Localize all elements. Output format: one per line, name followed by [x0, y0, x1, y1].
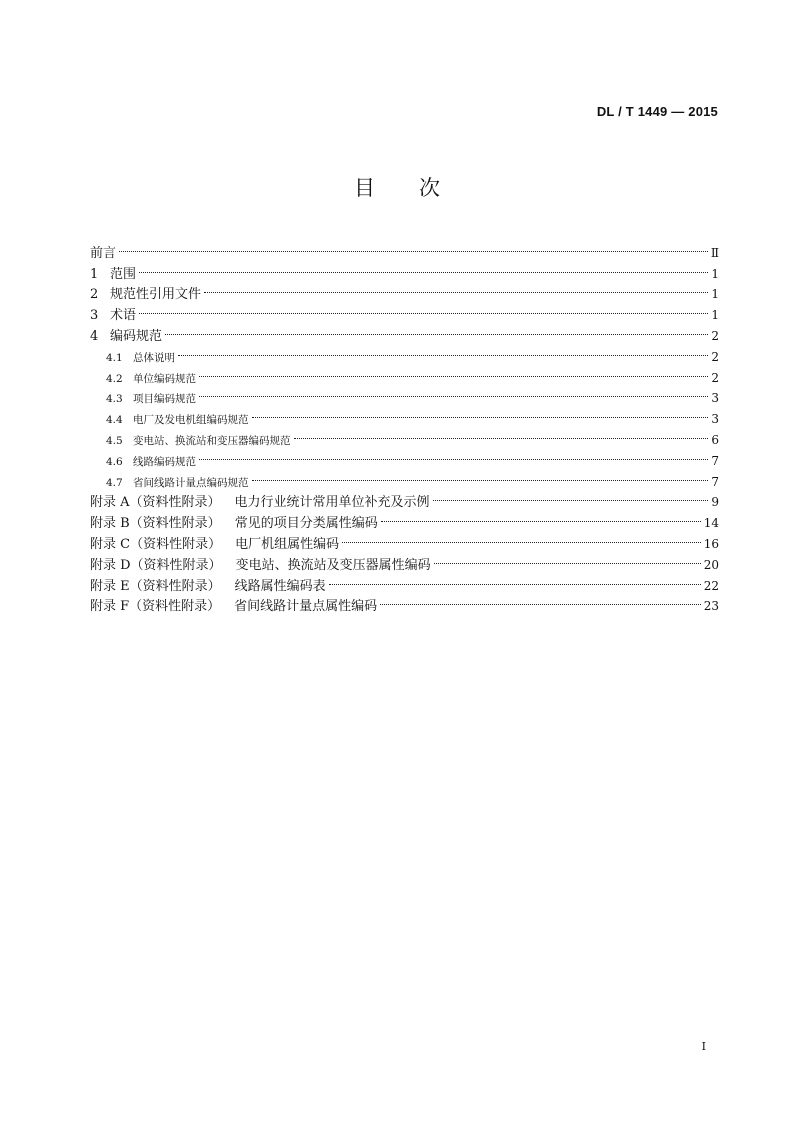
toc-dot-leader: [294, 423, 709, 444]
toc-entry-number: 附录 C（资料性附录）: [90, 536, 222, 552]
toc-entry-page: 1: [711, 287, 719, 302]
toc-entry-page: 2: [711, 328, 719, 343]
table-of-contents: [90, 236, 719, 615]
toc-entry-page: 7: [711, 453, 719, 468]
toc-dot-leader: [434, 548, 701, 569]
toc-entry-label: 总体说明: [133, 351, 175, 364]
toc-dot-leader: [204, 278, 708, 299]
toc-entry-label: 单位编码规范: [133, 372, 196, 385]
toc-dot-leader: [252, 402, 709, 423]
toc-dot-leader: [381, 506, 701, 527]
toc-entry-number: 附录 A（资料性附录）: [90, 495, 221, 511]
toc-entry-page: 6: [711, 432, 719, 447]
toc-dot-leader: [165, 319, 708, 340]
toc-entry-label: 前言: [90, 245, 117, 261]
toc-entry-number: 4.7: [106, 476, 123, 489]
toc-entry[interactable]: [90, 361, 719, 385]
toc-entry-page: 2: [711, 349, 719, 364]
toc-entry-number: 4.6: [106, 455, 123, 468]
toc-entry-page: 20: [703, 557, 719, 572]
toc-entry-number: 4.5: [106, 434, 123, 447]
toc-entry-number: 4.4: [106, 414, 123, 427]
toc-entry-label: 电厂机组属性编码: [235, 536, 340, 552]
toc-entry-page: 14: [703, 516, 719, 531]
toc-entry-page: 3: [711, 391, 719, 406]
toc-entry-label: 变电站、换流站和变压器编码规范: [133, 434, 291, 447]
toc-entry-number: 附录 D（资料性附录）: [90, 557, 222, 573]
toc-dot-leader: [139, 257, 708, 278]
toc-entry-label: 电力行业统计常用单位补充及示例: [234, 495, 430, 511]
toc-dot-leader: [199, 444, 708, 465]
toc-entry-number: 1: [90, 266, 99, 282]
toc-entry-label: 线路属性编码表: [234, 578, 326, 594]
toc-entry-number: 4.1: [106, 351, 123, 364]
toc-entry-label: 线路编码规范: [133, 455, 196, 468]
toc-entry-page: 1: [711, 266, 719, 281]
toc-entry[interactable]: [90, 257, 719, 282]
toc-entry-page: 23: [703, 599, 719, 614]
toc-dot-leader: [252, 465, 709, 486]
toc-entry-number: 3: [90, 308, 99, 324]
toc-entry-number: 附录 F（资料性附录）: [90, 599, 221, 615]
toc-dot-leader: [380, 590, 701, 611]
toc-dot-leader: [178, 340, 708, 361]
toc-dot-leader: [342, 527, 701, 548]
toc-entry[interactable]: [90, 236, 719, 261]
toc-entry-number: 附录 B（资料性附录）: [90, 516, 221, 532]
toc-entry-number: 4: [90, 328, 99, 344]
toc-entry-label: 范围: [110, 266, 137, 282]
toc-entry-label: 省间线路计量点编码规范: [133, 476, 249, 489]
toc-entry-page: 1: [711, 308, 719, 323]
toc-entry[interactable]: [90, 340, 719, 364]
toc-entry-label: 变电站、换流站及变压器属性编码: [235, 557, 431, 573]
toc-entry-number: 4.3: [106, 393, 123, 406]
toc-entry-number: 4.2: [106, 372, 123, 385]
toc-dot-leader: [139, 298, 708, 319]
page-number: I: [701, 1040, 706, 1053]
page-title: 目次: [354, 176, 484, 200]
toc-entry-label: 省间线路计量点属性编码: [234, 599, 378, 615]
toc-entry-page: Ⅱ: [710, 245, 719, 260]
toc-entry-number: 附录 E（资料性附录）: [90, 578, 221, 594]
toc-entry-page: 16: [703, 536, 719, 551]
toc-entry-number: 2: [90, 287, 99, 303]
toc-entry[interactable]: [90, 278, 719, 303]
toc-entry-label: 常见的项目分类属性编码: [234, 516, 378, 532]
toc-entry-page: 7: [711, 474, 719, 489]
toc-entry-label: 术语: [110, 308, 137, 324]
toc-dot-leader: [119, 236, 708, 257]
toc-dot-leader: [199, 382, 708, 403]
toc-entry-label: 编码规范: [110, 328, 163, 344]
toc-entry-label: 电厂及发电机组编码规范: [133, 414, 249, 427]
toc-dot-leader: [329, 569, 701, 590]
document-code: DL / T 1449 — 2015: [596, 104, 718, 119]
toc-entry-page: 22: [703, 578, 719, 593]
toc-entry[interactable]: [90, 298, 719, 324]
toc-dot-leader: [433, 486, 709, 507]
toc-entry[interactable]: [90, 319, 719, 344]
toc-entry-page: 2: [711, 370, 719, 385]
toc-entry-label: 规范性引用文件: [110, 287, 202, 303]
toc-entry-label: 项目编码规范: [133, 393, 196, 406]
toc-entry-page: 9: [711, 495, 719, 510]
toc-entry-page: 3: [711, 412, 719, 427]
toc-dot-leader: [199, 361, 708, 382]
